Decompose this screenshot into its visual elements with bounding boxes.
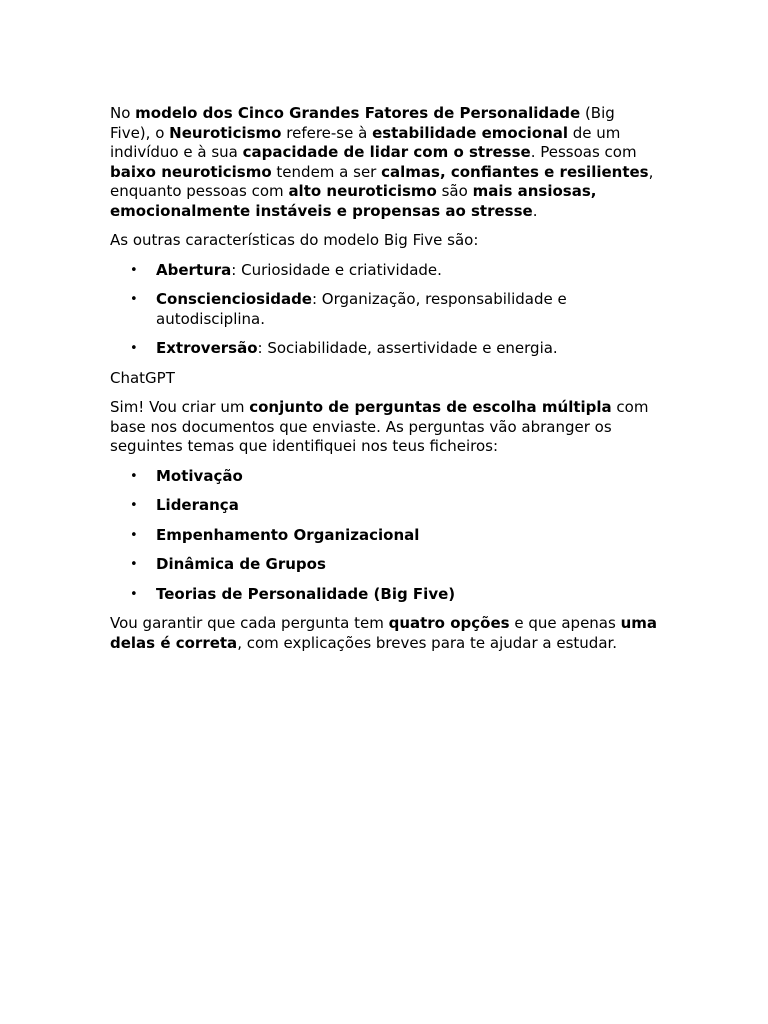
list-item: • Motivação [130, 466, 243, 485]
list-item: • Conscienciosidade: Organização, responsabilidade e autodisciplina. [130, 290, 567, 328]
bullet-icon: • [130, 586, 138, 602]
bullet-icon: • [130, 292, 138, 307]
bullet-icon: • [130, 468, 138, 484]
bullet-icon: • [130, 498, 138, 513]
closing-paragraph: Vou garantir que cada pergunta tem quatro opções e que apenas uma delas é correta, com explicações breves para te ajudar a estudar. [110, 614, 658, 652]
others-intro-paragraph: As outras características do modelo Big Five são: [110, 231, 479, 249]
document-page [110, 104, 658, 663]
topics-list [110, 467, 658, 605]
intro-paragraph: No modelo dos Cinco Grandes Fatores de Personalidade (Big Five), o Neuroticismo refere-se à estabilidade emocional de um indivíduo e à sua capacidade de lidar com o stresse. Pessoas com baixo neuroticismo tendem a ser calmas, confiantes e resilientes, enquanto pessoas com alto neuroticismo são mais ansiosas, emocionalmente instáveis e propensas ao stresse. [110, 104, 654, 220]
list-item: • Liderança [130, 496, 239, 514]
bullet-icon: • [130, 557, 138, 572]
bullet-icon: • [130, 341, 138, 356]
list-item: • Extroversão: Sociabilidade, assertividade e energia. [130, 339, 558, 357]
list-item: • Teorias de Personalidade (Big Five) [130, 584, 456, 603]
bullet-icon: • [130, 262, 138, 278]
list-item: • Empenhamento Organizacional [130, 525, 420, 544]
reply-paragraph: Sim! Vou criar um conjunto de perguntas de escolha múltipla com base nos documentos que enviaste. As perguntas vão abranger os seguintes temas que identifiquei nos teus ficheiros: [110, 398, 649, 455]
traits-list [110, 261, 658, 359]
bullet-icon: • [130, 527, 138, 543]
list-item: • Abertura: Curiosidade e criatividade. [130, 260, 442, 279]
list-item: • Dinâmica de Grupos [130, 555, 326, 573]
speaker-label: ChatGPT [110, 368, 175, 387]
